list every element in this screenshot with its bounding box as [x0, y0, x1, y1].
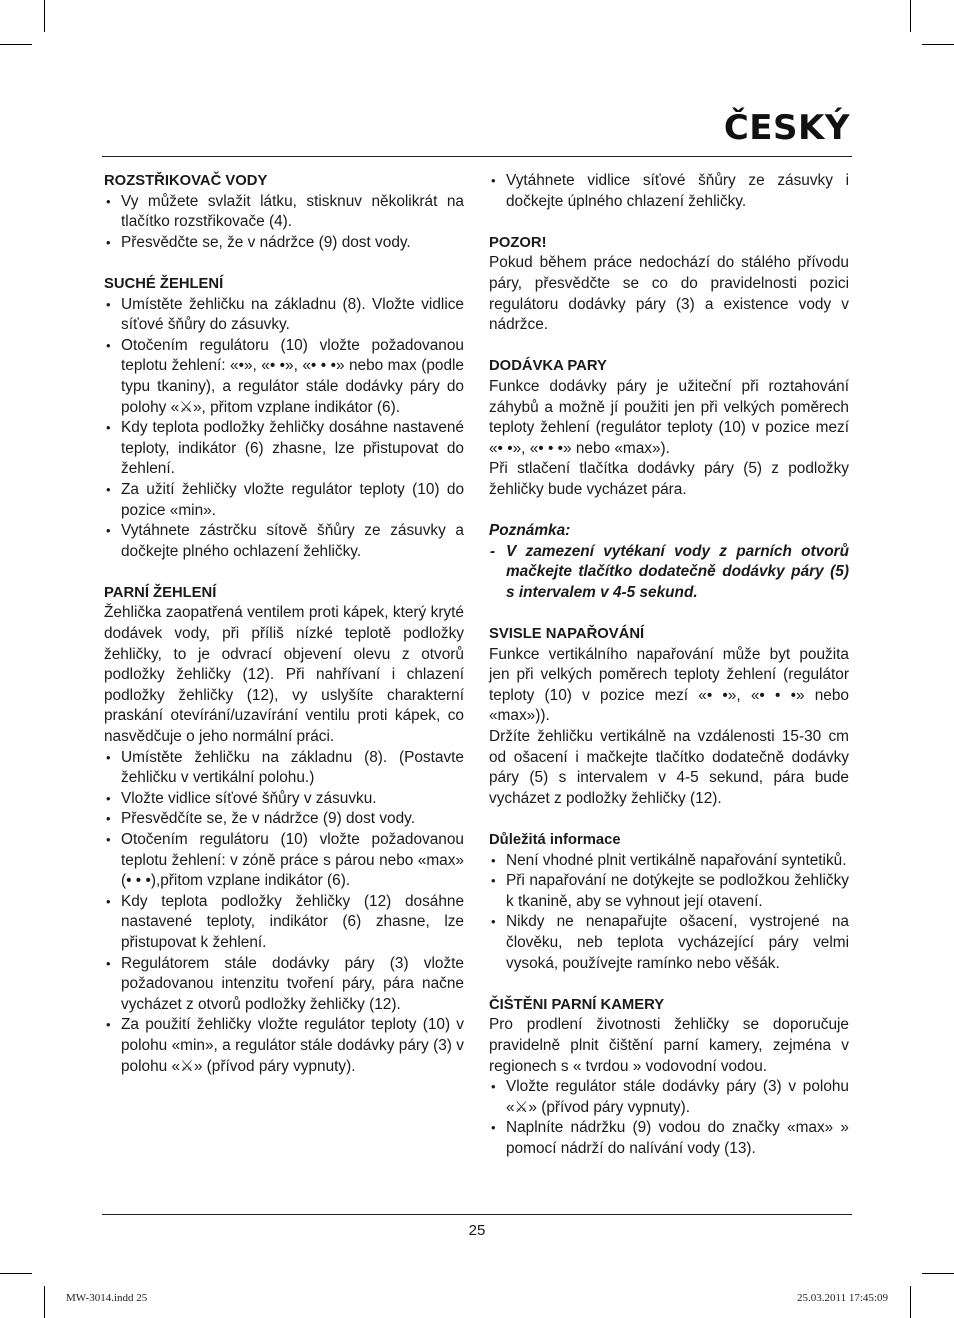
- paragraph: Při stlačení tlačítka dodávky páry (5) z podložky žehličky bude vycházet pára.: [489, 460, 849, 498]
- section-heading: PARNÍ ŽEHLENÍ: [104, 584, 217, 601]
- crop-mark: [0, 44, 32, 45]
- paragraph: Žehlička zaopatřená ventilem proti kápek, který kryté dodávek vody, při příliš nízké teplotě podložky žehličky, to je odvrací objevení olevu z otvorů podložky žehličky (12). Při nahřívaní i chlazení podložky žehličky (12), vy uslyšíte charakterní praskání otevírání/uzavírání ventilu proti kápek, co nasvědčuje o jeho normální práci.: [104, 604, 464, 746]
- page-number: 25: [468, 1222, 486, 1239]
- print-slug-date: 25.03.2011 17:45:09: [797, 1292, 888, 1304]
- section-heading: POZOR!: [489, 234, 547, 251]
- crop-mark: [0, 1273, 32, 1274]
- list-item: • Otočením regulátoru (10) vložte požadovanou teplotu žehlení: v zóně práce s párou nebo «max» (• • •),přitom vzplane indikátor (6).: [104, 830, 464, 892]
- list-item: • Při napařování ne dotýkejte se podložkou žehličky k tkanině, aby se vyhnout její otavení.: [489, 871, 849, 912]
- paragraph: Držíte žehličku vertikálně na vzdálenosti 15-30 cm od ošacení i mačkejte tlačítko dodatečně dodávky páry (5) s intervalem v 4-5 sekund, pára bude vycházet z podložky žehličky (12).: [489, 728, 849, 807]
- bullet-list: [489, 171, 849, 212]
- page-title: ČESKÝ: [723, 108, 850, 148]
- section-heading: SUCHÉ ŽEHLENÍ: [104, 275, 224, 292]
- section-steam-ironing: [104, 583, 464, 1077]
- section-heading: Poznámka:: [489, 522, 571, 540]
- list-item: • Přesvědčíte se, že v nádržce (9) dost vody.: [104, 809, 464, 830]
- list-item: • Vložte regulátor stále dodávky páry (3) v polohu «⚔» (přívod páry vypnuty).: [489, 1077, 849, 1118]
- list-item: • Otočením regulátoru (10) vložte požadovanou teplotu žehlení: «•», «• •», «• • •» nebo max (podle typu tkaniny), a regulátor stále dodávky páry do polohy «⚔», přitom vzplane indikátor (6).: [104, 336, 464, 418]
- list-item: - V zamezení vytékaní vody z parních otvorů mačkejte tlačítko dodatečně dodávky páry (5) s intervalem v 4-5 sekund.: [489, 542, 849, 604]
- crop-mark: [922, 1273, 954, 1274]
- list-item: • Vy můžete svlažit látku, stisknuv několikrát na tlačítko rozstřikovače (4).: [104, 192, 464, 233]
- dash-list: [489, 542, 849, 604]
- section-dry-ironing: [104, 274, 464, 562]
- crop-mark: [44, 0, 45, 32]
- paragraph: Pokud během práce nedochází do stálého přívodu páry, přesvědčte se co do pravidelnosti pozici regulátoru dodávky páry (3) a existence vody v nádržce.: [489, 254, 849, 334]
- bullet-list: [104, 192, 464, 254]
- section-heading: DODÁVKA PARY: [489, 358, 607, 375]
- bullet-list: [489, 851, 849, 975]
- list-item: • Kdy teplota podložky žehličky (12) dosáhne nastavené teploty, indikátor (6) zhasne, lze přistupovat k žehlení.: [104, 892, 464, 954]
- section-important-info: [489, 830, 849, 974]
- left-column: [104, 171, 464, 1098]
- section-note: [489, 521, 849, 603]
- section-heading: ROZSTŘIKOVAČ VODY: [104, 173, 268, 189]
- header-rule: [102, 156, 852, 157]
- list-item: • Za použití žehličky vložte regulátor teploty (10) v polohu «min», a regulátor stále dodávky páry (3) v polohu «⚔» (přívod páry vypnuty).: [104, 1015, 464, 1077]
- list-item: • Vytáhnete vidlice síťové šňůry ze zásuvky i dočkejte úplného chlazení žehličky.: [489, 171, 849, 212]
- list-item: • Za užití žehličky vložte regulátor teploty (10) do pozice «min».: [104, 480, 464, 521]
- crop-mark: [44, 1286, 45, 1318]
- section-continuation: [489, 171, 849, 212]
- section-water-sprayer: [104, 171, 464, 253]
- section-steam-supply: [489, 356, 849, 500]
- section-vertical-steaming: [489, 624, 849, 809]
- list-item: • Umístěte žehličku na základnu (8). Vložte vidlice síťové šňůry do zásuvky.: [104, 295, 464, 336]
- bullet-list: [104, 748, 464, 1078]
- section-heading: ČIŠTĚNI PARNÍ KAMERY: [489, 996, 665, 1013]
- paragraph: Pro prodlení životnosti žehličky se doporučuje pravidelně plnit čištění parní kamery, zejména v regionech s « tvrdou » vodovodní vodou.: [489, 1016, 849, 1075]
- paragraph: Funkce vertikálního napařování může byt použita jen při velkých poměrech teploty žehlení (regulátor teploty (10) v pozice mezí «• •», «• • •» nebo «max»)).: [489, 645, 849, 725]
- list-item: • Naplníte nádržku (9) vodou do značky «max» » pomocí nádrží do nalívání vody (13).: [489, 1118, 849, 1159]
- section-heading: Důležitá informace: [489, 832, 621, 848]
- list-item: • Nikdy ne nenapařujte ošacení, vystrojené na člověku, neb teplota vycházející páry velmi vysoká, používejte ramínko nebo věšák.: [489, 912, 849, 974]
- print-slug-file: MW-3014.indd 25: [66, 1292, 148, 1304]
- list-item: • Vytáhnete zástrčku sítově šňůry ze zásuvky a dočkejte plného ochlazení žehličky.: [104, 521, 464, 562]
- list-item: • Přesvědčte se, že v nádržce (9) dost vody.: [104, 233, 464, 254]
- bullet-list: [104, 295, 464, 563]
- crop-mark: [922, 44, 954, 45]
- section-warning: [489, 233, 849, 336]
- section-steam-chamber-cleaning: [489, 995, 849, 1160]
- list-item: • Regulátorem stále dodávky páry (3) vložte požadovanou intenzitu tvoření páry, pára načne vycházet z otvorů podložky žehličky (12).: [104, 954, 464, 1016]
- footer-rule: [102, 1214, 852, 1215]
- section-heading: SVISLE NAPAŘOVÁNÍ: [489, 626, 645, 643]
- paragraph: Funkce dodávky páry je užiteční při roztahování záhybů a možně jí použiti jen při velkých poměrech teploty žehlení (regulátor teploty (10) v pozice mezí «• •», «• • •» nebo «max»).: [489, 377, 849, 457]
- list-item: • Není vhodné plnit vertikálně napařování syntetiků.: [489, 851, 849, 872]
- bullet-list: [489, 1077, 849, 1159]
- right-column: [489, 171, 849, 1180]
- crop-mark: [910, 1286, 911, 1318]
- list-item: • Vložte vidlice síťové šňůry v zásuvku.: [104, 789, 464, 810]
- list-item: • Umístěte žehličku na základnu (8). (Postavte žehličku v vertikální polohu.): [104, 748, 464, 789]
- crop-mark: [910, 0, 911, 32]
- list-item: • Kdy teplota podložky žehličky dosáhne nastavené teploty, indikátor (6) zhasne, lze přistupovat do žehlení.: [104, 418, 464, 480]
